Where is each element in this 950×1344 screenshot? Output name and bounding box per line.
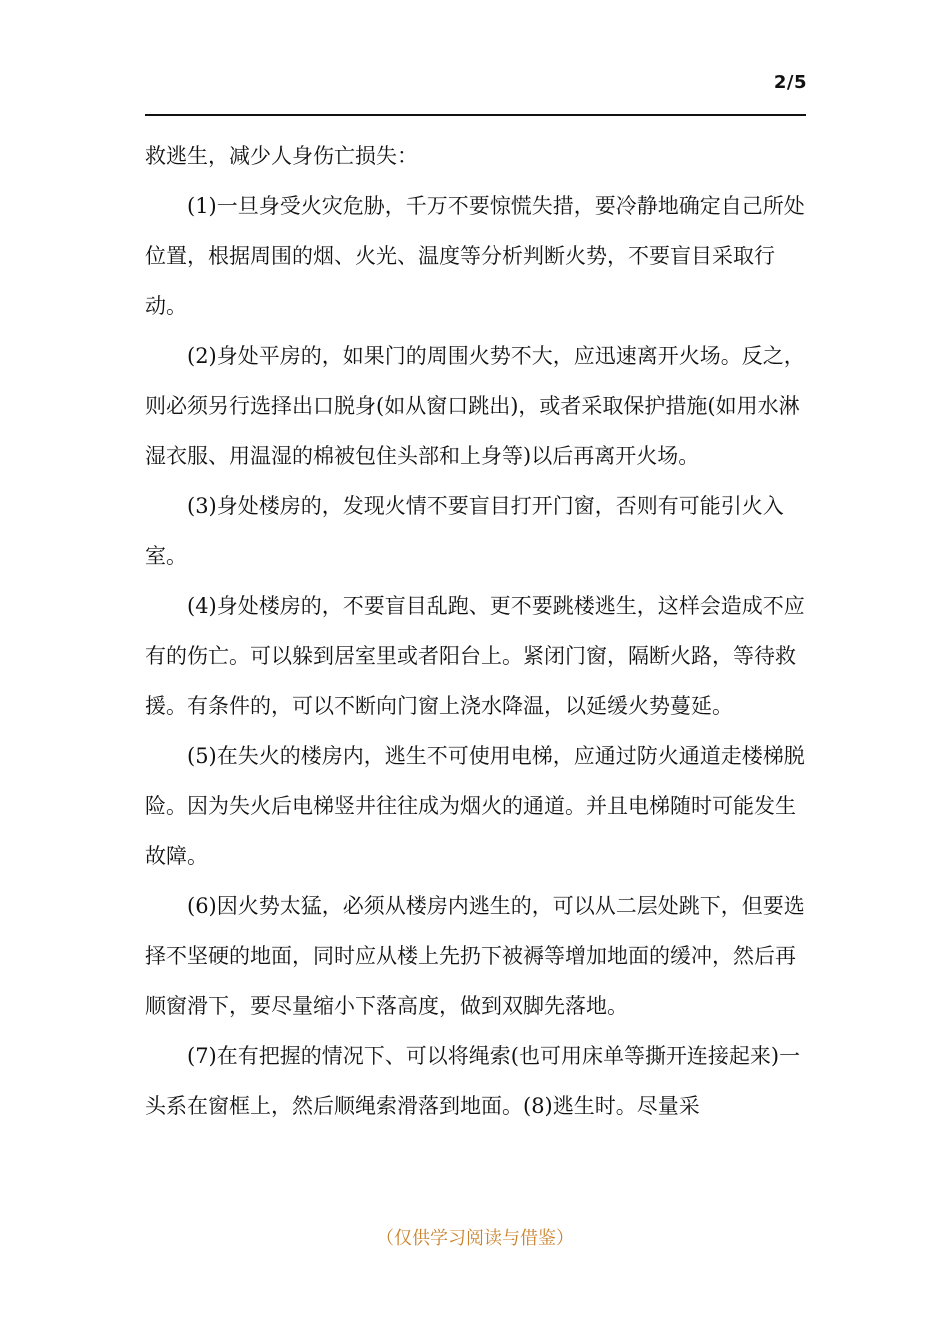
footer-note: （仅供学习阅读与借鉴） bbox=[376, 1228, 574, 1249]
paragraph-item-5: (5)在失火的楼房内，逃生不可使用电梯，应通过防火通道走楼梯脱险。因为失火后电梯竖井往往成为烟火的通道。并且电梯随时可能发生故障。 bbox=[145, 744, 805, 868]
document-body bbox=[145, 131, 813, 1131]
paragraph-item-2: (2)身处平房的，如果门的周围火势不大，应迅速离开火场。反之，则必须另行选择出口脱身(如从窗口跳出)，或者采取保护措施(如用水淋湿衣服、用温湿的棉被包住头部和上身等)以后再离开火场。 bbox=[145, 344, 805, 468]
paragraph-item-3: (3)身处楼房的，发现火情不要盲目打开门窗，否则有可能引火入室。 bbox=[145, 494, 784, 568]
paragraph-item-6: (6)因火势太猛，必须从楼房内逃生的，可以从二层处跳下，但要选择不坚硬的地面，同时应从楼上先扔下被褥等增加地面的缓冲，然后再顺窗滑下，要尽量缩小下落高度，做到双脚先落地。 bbox=[145, 894, 805, 1018]
header-divider bbox=[145, 114, 806, 116]
page-number: 2/5 bbox=[773, 72, 807, 93]
paragraph-continuation: 救逃生，减少人身伤亡损失： bbox=[145, 144, 418, 168]
paragraph-item-7: (7)在有把握的情况下、可以将绳索(也可用床单等撕开连接起来)一头系在窗框上，然后顺绳索滑落到地面。(8)逃生时。尽量采 bbox=[145, 1044, 801, 1118]
paragraph-item-1: (1)一旦身受火灾危胁，千万不要惊慌失措，要冷静地确定自己所处位置，根据周围的烟、火光、温度等分析判断火势，不要盲目采取行动。 bbox=[145, 194, 805, 318]
paragraph-item-4: (4)身处楼房的，不要盲目乱跑、更不要跳楼逃生，这样会造成不应有的伤亡。可以躲到居室里或者阳台上。紧闭门窗，隔断火路，等待救援。有条件的，可以不断向门窗上浇水降温，以延缓火势蔓延。 bbox=[145, 594, 805, 718]
